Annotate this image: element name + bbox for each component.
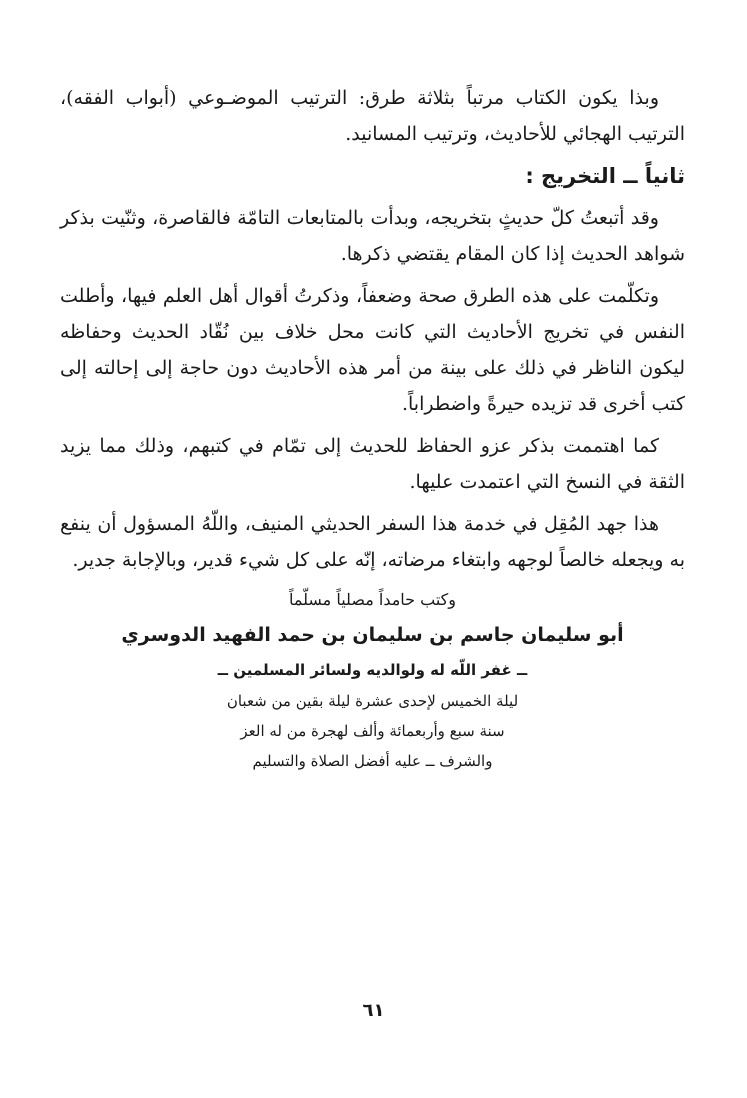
paragraph-2: وتكلّمت على هذه الطرق صحة وضعفاً، وذكرتُ أقوال أهل العلم فيها، وأطلت النفس في تخريج الأحاديث التي كانت محل خلاف بين نُقّاد الحديث وحفاظه ليكون الناظر في ذلك على بينة من أمر هذه الأحاديث دون حاجة إلى إحالته إلى كتب أخرى قد تزيده حيرةً واضطراباً. xyxy=(60,285,685,415)
section-heading-takhrij: ثانياً ــ التخريج : xyxy=(525,164,685,188)
date-line-2: سنة سبع وأربعمائة وألف لهجرة من له العز xyxy=(240,722,505,740)
signature-block xyxy=(60,584,685,776)
page-number: ٦١ xyxy=(362,1000,385,1021)
date-line-1: ليلة الخميس لإحدى عشرة ليلة بقين من شعبان xyxy=(226,692,519,710)
author-prayer: ــ غفر اللّه له ولوالديه ولسائر المسلمين ــ xyxy=(217,661,528,679)
paragraph-3: كما اهتممت بذكر عزو الحفاظ للحديث إلى تمّام في كتبهم، وذلك مما يزيد الثقة في النسخ التي اعتمدت عليها. xyxy=(60,435,685,493)
author-name: أبو سليمان جاسم بن سليمان بن حمد الفهيد الدوسري xyxy=(121,624,624,646)
signature-intro: وكتب حامداً مصلياً مسلّماً xyxy=(288,590,457,609)
paragraph-arrangement: وبذا يكون الكتاب مرتباً بثلاثة طرق: الترتيب الموضـوعي (أبواب الفقه)، الترتيب الهجائي للأحاديث، وترتيب المسانيد. xyxy=(60,87,685,145)
paragraph-4: هذا جهد المُقِل في خدمة هذا السفر الحديثي المنيف، واللّهُ المسؤول أن ينفع به ويجعله خالصاً لوجهه وابتغاء مرضاته، إنّه على كل شيء قدير، وبالإجابة جدير. xyxy=(60,513,685,571)
date-line-3: والشرف ــ عليه أفضل الصلاة والتسليم xyxy=(252,752,493,770)
paragraph-1: وقد أتبعتُ كلّ حديثٍ بتخريجه، وبدأت بالمتابعات التامّة فالقاصرة، وثنّيت بذكر شواهد الحديث إذا كان المقام يقتضي ذكرها. xyxy=(60,207,685,265)
page-content xyxy=(60,80,685,776)
